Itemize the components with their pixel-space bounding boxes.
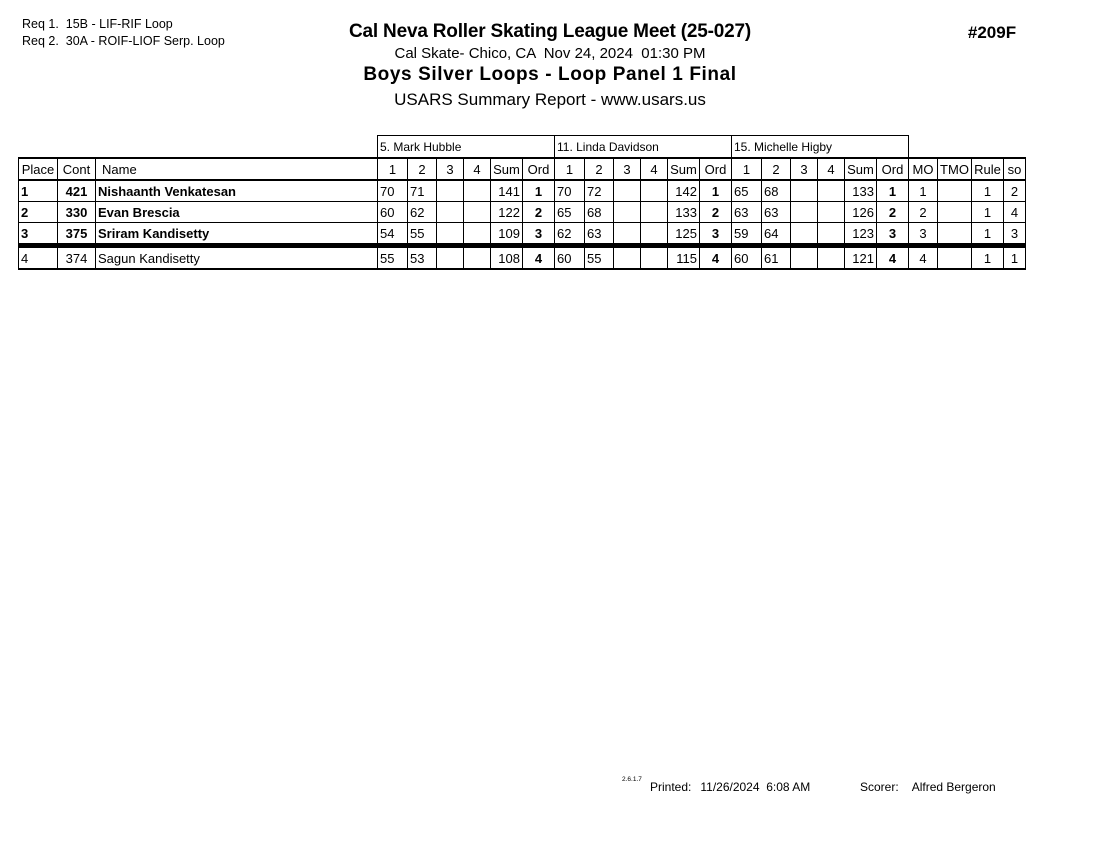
report-type-line: USARS Summary Report - www.usars.us xyxy=(394,90,706,109)
j2-ordinal: 3 xyxy=(700,223,732,246)
j1-sum: 122 xyxy=(491,202,523,223)
j2-score-4 xyxy=(641,223,668,246)
rule-cell: 1 xyxy=(972,223,1004,246)
j1-ordinal: 4 xyxy=(523,246,555,270)
requirement-line-2: Req 2. 30A - ROIF-LIOF Serp. Loop xyxy=(22,34,225,48)
rule-cell: 1 xyxy=(972,180,1004,202)
header-j3-ord: Ord xyxy=(877,158,909,180)
j1-score-3 xyxy=(437,202,464,223)
j3-ordinal: 3 xyxy=(877,223,909,246)
j1-score-4 xyxy=(464,202,491,223)
place-cell: 1 xyxy=(19,180,58,202)
j3-score-2: 63 xyxy=(762,202,791,223)
j1-score-2: 55 xyxy=(408,223,437,246)
judge-header-spacer-left xyxy=(19,136,378,159)
header-place: Place xyxy=(19,158,58,180)
header-tmo: TMO xyxy=(938,158,972,180)
j2-score-4 xyxy=(641,202,668,223)
j2-sum: 115 xyxy=(668,246,700,270)
j3-score-2: 68 xyxy=(762,180,791,202)
j1-score-4 xyxy=(464,246,491,270)
j1-score-3 xyxy=(437,223,464,246)
table-row-place-2 xyxy=(19,202,1026,223)
j1-score-2: 53 xyxy=(408,246,437,270)
j3-sum: 126 xyxy=(845,202,877,223)
header-name: Name xyxy=(96,158,378,180)
j2-score-3 xyxy=(614,202,641,223)
j2-score-2: 63 xyxy=(585,223,614,246)
j2-ordinal: 1 xyxy=(700,180,732,202)
header-j1-ord: Ord xyxy=(523,158,555,180)
venue-datetime-line: Cal Skate- Chico, CA Nov 24, 2024 01:30 PM xyxy=(394,45,706,62)
place-cell: 4 xyxy=(19,246,58,270)
judge-header-spacer-right xyxy=(909,136,1026,159)
event-title: Boys Silver Loops - Loop Panel 1 Final xyxy=(363,64,737,85)
j1-ordinal: 3 xyxy=(523,223,555,246)
j3-score-1: 63 xyxy=(732,202,762,223)
scorer-label: Scorer: xyxy=(860,780,899,794)
so-cell: 2 xyxy=(1004,180,1026,202)
judge-2-name: 11. Linda Davidson xyxy=(555,136,732,159)
printed-label: Printed: xyxy=(650,780,692,794)
place-cell: 2 xyxy=(19,202,58,223)
contestant-number-cell: 421 xyxy=(58,180,96,202)
j3-sum: 121 xyxy=(845,246,877,270)
header-j3-trial3: 3 xyxy=(791,158,818,180)
mo-cell: 4 xyxy=(909,246,938,270)
j2-score-3 xyxy=(614,180,641,202)
header-rule: Rule xyxy=(972,158,1004,180)
header-j1-trial2: 2 xyxy=(408,158,437,180)
j2-score-2: 68 xyxy=(585,202,614,223)
j3-score-2: 61 xyxy=(762,246,791,270)
j1-ordinal: 1 xyxy=(523,180,555,202)
skater-name-cell: Nishaanth Venkatesan xyxy=(96,180,378,202)
header-so: so xyxy=(1004,158,1026,180)
j1-score-1: 60 xyxy=(378,202,408,223)
column-header-row xyxy=(19,158,1026,180)
j1-score-1: 70 xyxy=(378,180,408,202)
so-cell: 1 xyxy=(1004,246,1026,270)
j3-score-3 xyxy=(791,223,818,246)
requirement-line-1: Req 1. 15B - LIF-RIF Loop xyxy=(22,17,173,31)
contestant-number-cell: 330 xyxy=(58,202,96,223)
j1-score-3 xyxy=(437,246,464,270)
j1-score-2: 62 xyxy=(408,202,437,223)
header-j2-trial3: 3 xyxy=(614,158,641,180)
j2-sum: 125 xyxy=(668,223,700,246)
j1-sum: 108 xyxy=(491,246,523,270)
contestant-number-cell: 374 xyxy=(58,246,96,270)
j1-score-1: 54 xyxy=(378,223,408,246)
header-j2-trial4: 4 xyxy=(641,158,668,180)
j2-sum: 142 xyxy=(668,180,700,202)
so-cell: 3 xyxy=(1004,223,1026,246)
tmo-cell xyxy=(938,202,972,223)
skater-name-cell: Sagun Kandisetty xyxy=(96,246,378,270)
j1-sum: 109 xyxy=(491,223,523,246)
header-cont: Cont xyxy=(58,158,96,180)
header-mo: MO xyxy=(909,158,938,180)
rule-cell: 1 xyxy=(972,202,1004,223)
header-j2-trial1: 1 xyxy=(555,158,585,180)
printed-timestamp xyxy=(650,780,810,794)
j2-score-1: 65 xyxy=(555,202,585,223)
header-j2-sum: Sum xyxy=(668,158,700,180)
header-j3-trial1: 1 xyxy=(732,158,762,180)
mo-cell: 3 xyxy=(909,223,938,246)
j3-ordinal: 4 xyxy=(877,246,909,270)
contestant-number-cell: 375 xyxy=(58,223,96,246)
j2-score-2: 55 xyxy=(585,246,614,270)
j3-sum: 123 xyxy=(845,223,877,246)
j2-score-1: 60 xyxy=(555,246,585,270)
j3-score-4 xyxy=(818,180,845,202)
j2-score-1: 62 xyxy=(555,223,585,246)
so-cell: 4 xyxy=(1004,202,1026,223)
header-j2-ord: Ord xyxy=(700,158,732,180)
results-table xyxy=(18,135,1026,270)
skater-name-cell: Sriram Kandisetty xyxy=(96,223,378,246)
table-row-place-1 xyxy=(19,180,1026,202)
skater-name-cell: Evan Brescia xyxy=(96,202,378,223)
report-number: #209F xyxy=(967,23,1017,42)
j2-score-4 xyxy=(641,180,668,202)
j1-score-2: 71 xyxy=(408,180,437,202)
header-j1-sum: Sum xyxy=(491,158,523,180)
page-title: Cal Neva Roller Skating League Meet (25-027) xyxy=(349,21,751,42)
j1-sum: 141 xyxy=(491,180,523,202)
table-row-place-4 xyxy=(19,246,1026,270)
scorer-value: Alfred Bergeron xyxy=(911,780,996,794)
header-j3-sum: Sum xyxy=(845,158,877,180)
place-cell: 3 xyxy=(19,223,58,246)
mo-cell: 1 xyxy=(909,180,938,202)
tmo-cell xyxy=(938,246,972,270)
j3-ordinal: 2 xyxy=(877,202,909,223)
rule-cell: 1 xyxy=(972,246,1004,270)
j3-score-1: 59 xyxy=(732,223,762,246)
j1-score-4 xyxy=(464,180,491,202)
header-j1-trial1: 1 xyxy=(378,158,408,180)
judge-header-row xyxy=(19,136,1026,159)
j1-score-1: 55 xyxy=(378,246,408,270)
header-j2-trial2: 2 xyxy=(585,158,614,180)
judge-1-name: 5. Mark Hubble xyxy=(378,136,555,159)
j3-score-1: 60 xyxy=(732,246,762,270)
j3-score-4 xyxy=(818,223,845,246)
table-row-place-3 xyxy=(19,223,1026,246)
j1-score-4 xyxy=(464,223,491,246)
j2-ordinal: 4 xyxy=(700,246,732,270)
printed-value: 11/26/2024 6:08 AM xyxy=(700,780,811,794)
j2-score-4 xyxy=(641,246,668,270)
mo-cell: 2 xyxy=(909,202,938,223)
j3-score-4 xyxy=(818,202,845,223)
header-j1-trial3: 3 xyxy=(437,158,464,180)
j3-score-3 xyxy=(791,180,818,202)
j3-score-4 xyxy=(818,246,845,270)
j3-ordinal: 1 xyxy=(877,180,909,202)
header-j3-trial2: 2 xyxy=(762,158,791,180)
j3-score-2: 64 xyxy=(762,223,791,246)
j2-score-3 xyxy=(614,223,641,246)
header-j1-trial4: 4 xyxy=(464,158,491,180)
software-version: 2.6.1.7 xyxy=(622,776,642,783)
j3-sum: 133 xyxy=(845,180,877,202)
judge-3-name: 15. Michelle Higby xyxy=(732,136,909,159)
j2-score-1: 70 xyxy=(555,180,585,202)
header-j3-trial4: 4 xyxy=(818,158,845,180)
j3-score-1: 65 xyxy=(732,180,762,202)
j1-ordinal: 2 xyxy=(523,202,555,223)
j3-score-3 xyxy=(791,202,818,223)
tmo-cell xyxy=(938,180,972,202)
j2-score-3 xyxy=(614,246,641,270)
j2-ordinal: 2 xyxy=(700,202,732,223)
scorer-line xyxy=(860,780,996,794)
j3-score-3 xyxy=(791,246,818,270)
j2-sum: 133 xyxy=(668,202,700,223)
j1-score-3 xyxy=(437,180,464,202)
j2-score-2: 72 xyxy=(585,180,614,202)
tmo-cell xyxy=(938,223,972,246)
